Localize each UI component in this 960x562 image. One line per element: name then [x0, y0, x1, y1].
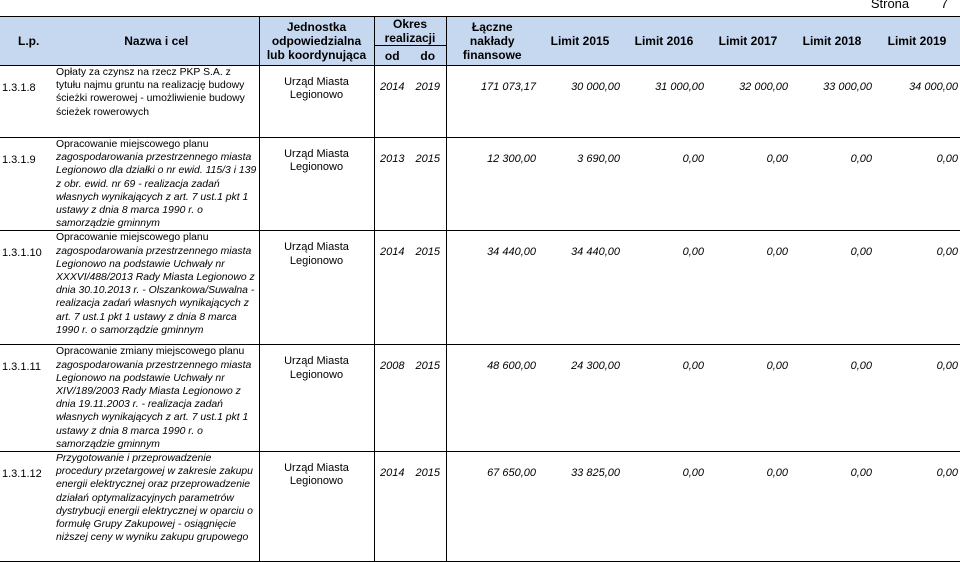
table-row: [0, 66, 960, 138]
row-limit-2018: 0,00: [790, 452, 874, 562]
header-od: od: [374, 46, 410, 66]
row-od: 2008: [374, 345, 410, 452]
row-unit: Urząd Miasta Legionowo: [259, 452, 374, 562]
row-limit-2015: 33 825,00: [538, 452, 622, 562]
page-label: Strona: [870, 0, 910, 11]
row-name: [54, 452, 259, 562]
row-naklady: 34 440,00: [446, 231, 538, 345]
header-unit: Jednostka odpowiedzialna lub koordynująca: [259, 17, 374, 66]
row-name: [54, 345, 259, 452]
row-lp: 1.3.1.12: [0, 452, 54, 562]
row-limit-2018: 0,00: [790, 345, 874, 452]
row-limit-2016: 0,00: [622, 452, 706, 562]
page-number: 7: [940, 0, 948, 11]
row-od: 2013: [374, 138, 410, 231]
header-okres: Okres realizacji: [374, 17, 446, 46]
row-naklady: 171 073,17: [446, 66, 538, 138]
row-lp: 1.3.1.10: [0, 231, 54, 345]
row-od: 2014: [374, 452, 410, 562]
page-info: [843, 0, 948, 11]
header-limit-2017: Limit 2017: [706, 17, 790, 66]
header-limit-2015: Limit 2015: [538, 17, 622, 66]
header-name: Nazwa i cel: [54, 17, 259, 66]
row-name-rest: zagospodarowania przestrzennego miasta Legionowo na podstawie Uchwały nr XIV/189/2003 Rady Miasta Legionowo z dnia 19.11.2003 r. - realizacja zadań własnych wynikających z art. 7 ust.1 pkt 1 ustawy z dnia 8 marca 1990 r. o samorządzie gminnym: [56, 359, 252, 450]
row-name-first: Opracowanie zmiany miejscowego planu: [56, 346, 245, 358]
row-unit: Urząd Miasta Legionowo: [259, 231, 374, 345]
row-limit-2019: 0,00: [874, 345, 960, 452]
row-limit-2016: 0,00: [622, 138, 706, 231]
row-limit-2015: 30 000,00: [538, 66, 622, 138]
row-limit-2015: 3 690,00: [538, 138, 622, 231]
table-row: [0, 138, 960, 231]
row-limit-2017: 0,00: [706, 452, 790, 562]
row-limit-2019: 0,00: [874, 231, 960, 345]
table-row: [0, 345, 960, 452]
row-name: [54, 231, 259, 345]
header-limit-2019: Limit 2019: [874, 17, 960, 66]
row-limit-2017: 0,00: [706, 345, 790, 452]
row-name: [54, 66, 259, 138]
row-name-first: Opracowanie miejscowego planu: [56, 139, 209, 150]
row-name-rest: zagospodarowania przestrzennego miasta Legionowo dla działki o nr ewid. 115/3 i 139 z obr. ewid. nr 69 - realizacja zadań własnych wynikających z art. 7 ust.1 pkt 1 ustawy z dnia 8 marca 1990 r. o samorządzie gminnym: [56, 152, 257, 230]
row-do: 2015: [410, 452, 446, 562]
row-lp: 1.3.1.9: [0, 138, 54, 231]
row-limit-2017: 32 000,00: [706, 66, 790, 138]
row-name: [54, 138, 259, 231]
row-do: 2015: [410, 138, 446, 231]
row-name-text: Opłaty za czynsz na rzecz PKP S.A. z tytułu najmu gruntu na realizację budowy ścieżki rowerowej - umożliwienie budowy ścieżek rowerowych: [56, 67, 245, 118]
row-name-rest: Przygotowanie i przeprowadzenie procedury przetargowej w zakresie zakupu energii elektrycznej oraz przeprowadzenie działań optymalizacyjnych parametrów dystrybucji energii elektrycznej w oparciu o formułę Grupy Zakupowej - osiągnięcie niższej ceny w wyniku zakupu grupowego: [56, 453, 253, 544]
row-unit: Urząd Miasta Legionowo: [259, 345, 374, 452]
row-limit-2017: 0,00: [706, 231, 790, 345]
table-row: [0, 231, 960, 345]
row-od: 2014: [374, 66, 410, 138]
row-limit-2016: 31 000,00: [622, 66, 706, 138]
row-naklady: 48 600,00: [446, 345, 538, 452]
row-limit-2019: 34 000,00: [874, 66, 960, 138]
row-name-first: Opracowanie miejscowego planu: [56, 232, 209, 244]
row-do: 2015: [410, 231, 446, 345]
row-unit: Urząd Miasta Legionowo: [259, 66, 374, 138]
row-limit-2019: 0,00: [874, 452, 960, 562]
row-limit-2017: 0,00: [706, 138, 790, 231]
row-naklady: 67 650,00: [446, 452, 538, 562]
row-do: 2019: [410, 66, 446, 138]
row-naklady: 12 300,00: [446, 138, 538, 231]
row-limit-2019: 0,00: [874, 138, 960, 231]
budget-table: [0, 16, 960, 562]
row-name-rest: zagospodarowania przestrzennego miasta Legionowo na podstawie Uchwały nr XXXVI/488/2013 Rady Miasta Legionowo z dnia 30.10.2013 r. - Olszankowa/Suwalna - realizacja zadań własnych wynikających z art. 7 ust.1 pkt 1 ustawy z dnia 8 marca 1990 r. o samorządzie gminnym: [56, 245, 255, 336]
row-lp: 1.3.1.11: [0, 345, 54, 452]
row-limit-2016: 0,00: [622, 345, 706, 452]
row-limit-2018: 33 000,00: [790, 66, 874, 138]
row-od: 2014: [374, 231, 410, 345]
row-limit-2018: 0,00: [790, 138, 874, 231]
header-lp: L.p.: [0, 17, 54, 66]
row-limit-2016: 0,00: [622, 231, 706, 345]
header-naklady: Łączne nakłady finansowe: [446, 17, 538, 66]
table-row: [0, 452, 960, 562]
row-limit-2015: 24 300,00: [538, 345, 622, 452]
row-lp: 1.3.1.8: [0, 66, 54, 138]
header-limit-2016: Limit 2016: [622, 17, 706, 66]
header-do: do: [410, 46, 446, 66]
header-limit-2018: Limit 2018: [790, 17, 874, 66]
row-unit: Urząd Miasta Legionowo: [259, 138, 374, 231]
row-limit-2018: 0,00: [790, 231, 874, 345]
row-do: 2015: [410, 345, 446, 452]
row-limit-2015: 34 440,00: [538, 231, 622, 345]
